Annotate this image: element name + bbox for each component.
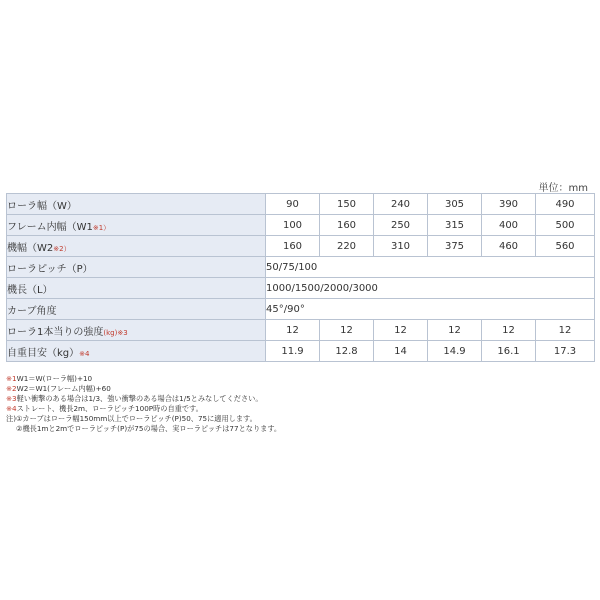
footnote-text: W2＝W1(フレーム内幅)+60: [16, 384, 111, 393]
table-cell: 460: [482, 236, 536, 257]
row-label: [7, 215, 266, 236]
row-label: [7, 299, 266, 320]
table-cell: 100: [266, 215, 320, 236]
table-cell-span: 45°/90°: [266, 299, 595, 320]
table-cell: 150: [320, 194, 374, 215]
table-cell: 560: [536, 236, 595, 257]
row-label-text: 機幅（W2: [7, 242, 54, 254]
table-cell: 12.8: [320, 341, 374, 362]
table-row: [7, 194, 595, 215]
footnote: [6, 384, 594, 394]
table-row: [7, 215, 595, 236]
table-cell: 490: [536, 194, 595, 215]
table-cell: 16.1: [482, 341, 536, 362]
table-row: [7, 236, 595, 257]
table-cell: 220: [320, 236, 374, 257]
row-note: ※2）: [53, 244, 71, 253]
table-row: [7, 299, 595, 320]
table-cell: 305: [428, 194, 482, 215]
table-cell: 12: [482, 320, 536, 341]
row-note: ※4: [79, 349, 90, 358]
footnote: [6, 374, 594, 384]
table-cell: 17.3: [536, 341, 595, 362]
table-cell: 160: [320, 215, 374, 236]
table-cell-span: 1000/1500/2000/3000: [266, 278, 595, 299]
table-cell: 500: [536, 215, 595, 236]
row-label-text: カーブ角度: [7, 305, 57, 317]
table-cell: 12: [536, 320, 595, 341]
table-cell: 240: [374, 194, 428, 215]
footnote-mark: ※1: [6, 374, 17, 383]
footnote-text: ②機長1mと2mでローラピッチ(P)が75の場合、実ローラピッチは77となります。: [16, 424, 282, 433]
spec-table: [6, 193, 595, 362]
footnote-mark: ※3: [6, 394, 17, 403]
table-cell: 14.9: [428, 341, 482, 362]
footnote-mark: ※4: [6, 404, 17, 413]
table-cell: 12: [266, 320, 320, 341]
table-cell: 90: [266, 194, 320, 215]
footnote: [6, 424, 594, 434]
footnote-text: W1＝W(ローラ幅)+10: [16, 374, 93, 383]
table-cell: 12: [374, 320, 428, 341]
row-note: ※1）: [92, 223, 111, 232]
table-row: [7, 320, 595, 341]
unit-label: 単位：mm: [538, 183, 588, 194]
row-label: [7, 278, 266, 299]
row-label-text: フレーム内幅（W1: [7, 221, 93, 233]
table-cell: 14: [374, 341, 428, 362]
row-label-text: 自重目安（kg）: [7, 347, 80, 359]
footnote-mark: ※2: [6, 384, 17, 393]
footnote-text: 軽い衝撃のある場合は1/3、強い衝撃のある場合は1/5とみなしてください。: [16, 394, 263, 403]
footnote-text: 注)①カーブはローラ幅150mm以上でローラピッチ(P)50、75に適用します。: [6, 414, 257, 423]
table-cell: 12: [320, 320, 374, 341]
row-label-text: ローラピッチ（P）: [7, 263, 93, 275]
row-label-text: 機長（L）: [7, 284, 53, 296]
row-note: (kg)※3: [103, 328, 128, 337]
row-label: [7, 320, 266, 341]
table-cell: 375: [428, 236, 482, 257]
footnote: [6, 394, 594, 404]
row-label-text: ローラ1本当りの強度: [7, 326, 104, 338]
table-cell: 11.9: [266, 341, 320, 362]
footnote: [6, 414, 594, 424]
row-label: [7, 341, 266, 362]
table-cell: 400: [482, 215, 536, 236]
table-cell: 390: [482, 194, 536, 215]
row-label: [7, 236, 266, 257]
row-label: [7, 257, 266, 278]
table-cell: 315: [428, 215, 482, 236]
table-cell: 310: [374, 236, 428, 257]
table-row: [7, 278, 595, 299]
table-cell: 250: [374, 215, 428, 236]
row-label-text: ローラ幅（W）: [7, 200, 77, 212]
table-cell-span: 50/75/100: [266, 257, 595, 278]
footnotes: [6, 374, 594, 434]
table-cell: 12: [428, 320, 482, 341]
table-row: [7, 341, 595, 362]
table-row: [7, 257, 595, 278]
footnote-text: ストレート、機長2m、ローラピッチ100P時の自重です。: [16, 404, 203, 413]
row-label: [7, 194, 266, 215]
footnote: [6, 404, 594, 414]
table-cell: 160: [266, 236, 320, 257]
